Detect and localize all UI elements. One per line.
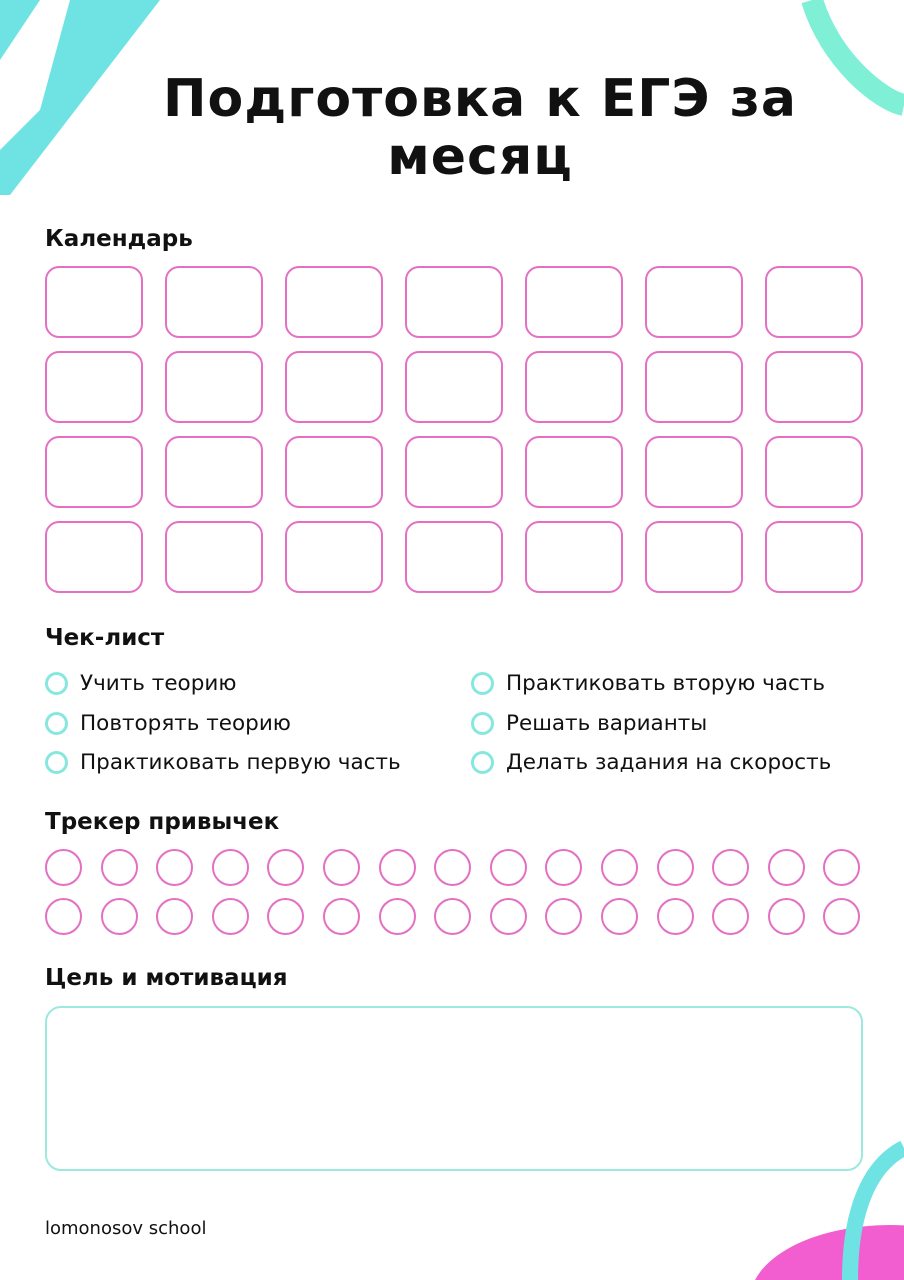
habit-circle[interactable]: [156, 849, 193, 886]
calendar-day-cell[interactable]: [525, 436, 623, 508]
habit-circle[interactable]: [490, 898, 527, 935]
checkbox-icon[interactable]: [45, 712, 68, 735]
habit-tracker-heading: Трекер привычек: [45, 809, 280, 835]
checklist-item[interactable]: [471, 664, 831, 704]
calendar-day-cell[interactable]: [165, 436, 263, 508]
calendar-day-cell[interactable]: [645, 266, 743, 338]
habit-circle[interactable]: [768, 898, 805, 935]
checklist-item-label: Повторять теорию: [80, 710, 291, 736]
habit-circle[interactable]: [45, 849, 82, 886]
habit-circle[interactable]: [601, 898, 638, 935]
calendar-day-cell[interactable]: [285, 266, 383, 338]
checkbox-icon[interactable]: [45, 751, 68, 774]
calendar-grid: [45, 266, 863, 593]
calendar-day-cell[interactable]: [285, 436, 383, 508]
checklist-item[interactable]: [45, 743, 401, 783]
calendar-day-cell[interactable]: [45, 266, 143, 338]
calendar-day-cell[interactable]: [165, 521, 263, 593]
habit-tracker-grid: [45, 849, 860, 935]
habit-circle[interactable]: [267, 898, 304, 935]
calendar-day-cell[interactable]: [45, 351, 143, 423]
calendar-day-cell[interactable]: [45, 521, 143, 593]
habit-circle[interactable]: [545, 849, 582, 886]
habit-circle[interactable]: [657, 849, 694, 886]
habit-circle[interactable]: [45, 898, 82, 935]
habit-circle[interactable]: [545, 898, 582, 935]
checklist-item-label: Делать задания на скорость: [506, 750, 832, 776]
habit-circle[interactable]: [601, 849, 638, 886]
checklist-heading: Чек-лист: [45, 625, 165, 651]
checklist-item-label: Решать варианты: [506, 710, 708, 736]
brand-logo: lomonosov school: [45, 1218, 207, 1239]
checklist-item-label: Учить теорию: [80, 671, 237, 697]
calendar-day-cell[interactable]: [645, 436, 743, 508]
calendar-day-cell[interactable]: [525, 266, 623, 338]
calendar-day-cell[interactable]: [285, 521, 383, 593]
habit-circle[interactable]: [434, 849, 471, 886]
habit-circle[interactable]: [490, 849, 527, 886]
calendar-day-cell[interactable]: [405, 266, 503, 338]
checklist-item[interactable]: [471, 704, 831, 744]
calendar-day-cell[interactable]: [765, 351, 863, 423]
habit-circle[interactable]: [823, 898, 860, 935]
checkbox-icon[interactable]: [45, 672, 68, 695]
bottom-right-blob: [750, 1225, 904, 1280]
calendar-day-cell[interactable]: [645, 521, 743, 593]
calendar-day-cell[interactable]: [285, 351, 383, 423]
habit-circle[interactable]: [712, 849, 749, 886]
calendar-day-cell[interactable]: [765, 436, 863, 508]
bottom-right-arc: [850, 1148, 904, 1280]
calendar-day-cell[interactable]: [165, 266, 263, 338]
habit-circle[interactable]: [267, 849, 304, 886]
checklist-item-label: Практиковать первую часть: [80, 750, 401, 776]
calendar-day-cell[interactable]: [525, 521, 623, 593]
checklist-item[interactable]: [471, 743, 831, 783]
goal-heading: Цель и мотивация: [45, 965, 288, 991]
habit-circle[interactable]: [156, 898, 193, 935]
checklist-item-label: Практиковать вторую часть: [506, 671, 826, 697]
goal-textarea[interactable]: [45, 1006, 863, 1171]
checklist-right-column: [471, 664, 831, 783]
checklist-left-column: [45, 664, 401, 783]
habit-circle[interactable]: [768, 849, 805, 886]
top-left-ribbon: [0, 0, 40, 60]
checkbox-icon[interactable]: [471, 751, 494, 774]
calendar-day-cell[interactable]: [765, 266, 863, 338]
checklist-item[interactable]: [45, 664, 401, 704]
habit-circle[interactable]: [823, 849, 860, 886]
checklist-item[interactable]: [45, 704, 401, 744]
calendar-day-cell[interactable]: [405, 521, 503, 593]
page-title: Подготовка к ЕГЭ за месяц: [162, 69, 797, 187]
habit-circle[interactable]: [212, 898, 249, 935]
checkbox-icon[interactable]: [471, 672, 494, 695]
habit-circle[interactable]: [101, 849, 138, 886]
calendar-day-cell[interactable]: [645, 351, 743, 423]
checkbox-icon[interactable]: [471, 712, 494, 735]
habit-circle[interactable]: [379, 898, 416, 935]
habit-circle[interactable]: [323, 849, 360, 886]
calendar-day-cell[interactable]: [405, 351, 503, 423]
habit-circle[interactable]: [212, 849, 249, 886]
calendar-heading: Календарь: [45, 226, 193, 252]
habit-circle[interactable]: [379, 849, 416, 886]
habit-circle[interactable]: [101, 898, 138, 935]
habit-circle[interactable]: [712, 898, 749, 935]
calendar-day-cell[interactable]: [45, 436, 143, 508]
habit-circle[interactable]: [323, 898, 360, 935]
calendar-day-cell[interactable]: [405, 436, 503, 508]
habit-circle[interactable]: [657, 898, 694, 935]
calendar-day-cell[interactable]: [765, 521, 863, 593]
calendar-day-cell[interactable]: [525, 351, 623, 423]
calendar-day-cell[interactable]: [165, 351, 263, 423]
habit-circle[interactable]: [434, 898, 471, 935]
